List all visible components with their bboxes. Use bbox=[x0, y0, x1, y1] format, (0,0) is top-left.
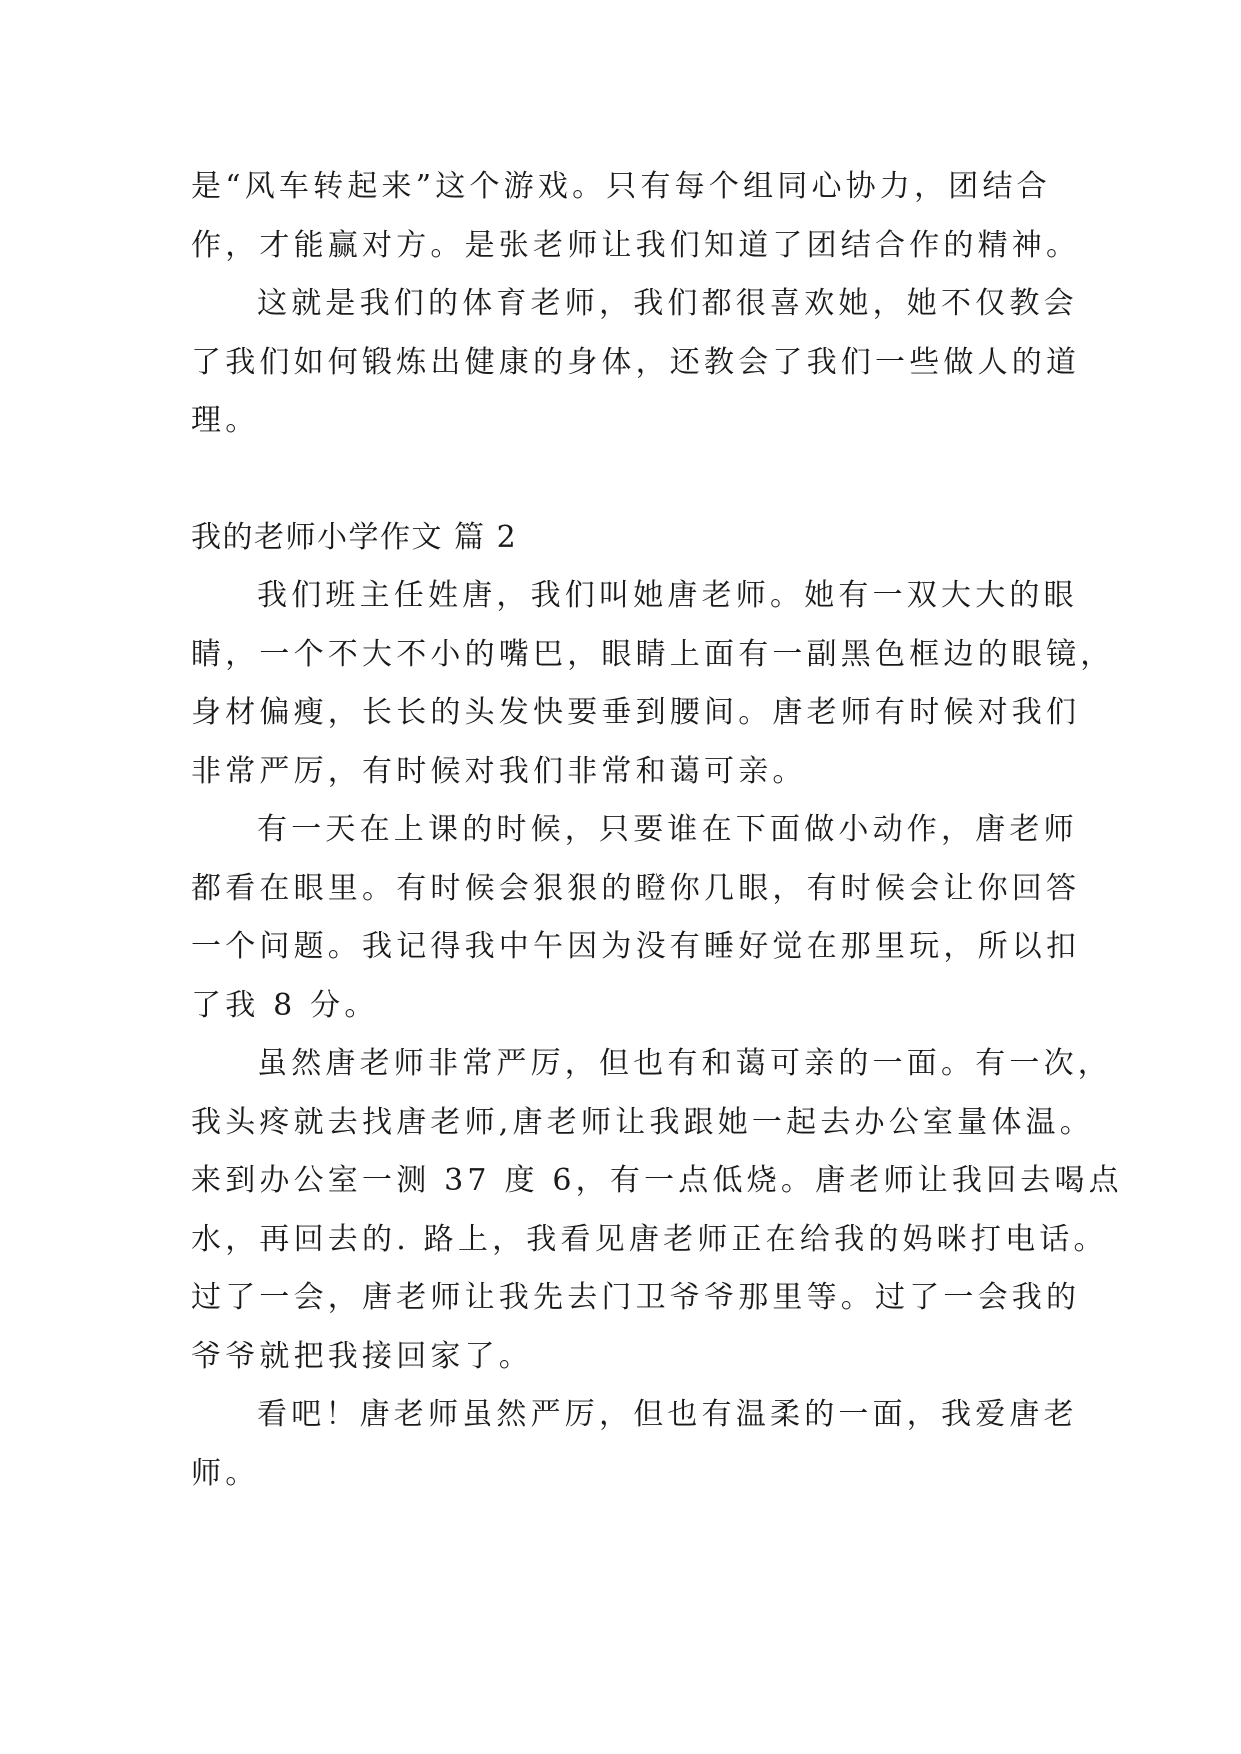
paragraph-3 bbox=[191, 567, 1115, 801]
text-line: 睛，一个不大不小的嘴巴，眼睛上面有一副黑色框边的眼镜， bbox=[191, 636, 1115, 672]
text-line: 作，才能赢对方。是张老师让我们知道了团结合作的精神。 bbox=[191, 227, 1081, 263]
text-line: 身材偏瘦，长长的头发快要垂到腰间。唐老师有时候对我们 bbox=[191, 695, 1081, 730]
text-line: 来到办公室一测 37 度 6，有一点低烧。唐老师让我回去喝点 bbox=[191, 1163, 1123, 1198]
section-title: 我的老师小学作文 篇 2 bbox=[191, 519, 518, 555]
text-line: 一个问题。我记得我中午因为没有睡好觉在那里玩，所以扣 bbox=[191, 929, 1081, 964]
text-line: 过了一会，唐老师让我先去门卫爷爷那里等。过了一会我的 bbox=[191, 1280, 1081, 1315]
text-line: 了我们如何锻炼出健康的身体，还教会了我们一些做人的道 bbox=[191, 344, 1081, 380]
paragraph-1 bbox=[191, 158, 1081, 275]
text-line: 是“风车转起来”这个游戏。只有每个组同心协力，团结合 bbox=[191, 169, 1051, 204]
text-line: 这就是我们的体育老师，我们都很喜欢她，她不仅教会 bbox=[257, 286, 1078, 321]
text-line: 爷爷就把我接回家了。 bbox=[191, 1338, 533, 1374]
document-page bbox=[191, 158, 1123, 1503]
text-line: 我们班主任姓唐，我们叫她唐老师。她有一双大大的眼 bbox=[257, 578, 1078, 613]
paragraph-2 bbox=[191, 275, 1081, 451]
paragraph-6 bbox=[191, 1386, 1078, 1503]
text-line: 有一天在上课的时候，只要谁在下面做小动作，唐老师 bbox=[257, 812, 1078, 847]
text-line: 看吧！唐老师虽然严厉，但也有温柔的一面，我爱唐老 bbox=[257, 1397, 1078, 1432]
text-line: 我头疼就去找唐老师,唐老师让我跟她一起去办公室量体温。 bbox=[191, 1104, 1094, 1140]
text-line: 都看在眼里。有时候会狠狠的瞪你几眼，有时候会让你回答 bbox=[191, 870, 1081, 906]
text-line: 了我 8 分。 bbox=[191, 987, 379, 1023]
text-line: 水，再回去的. 路上，我看见唐老师正在给我的妈咪打电话。 bbox=[191, 1221, 1108, 1257]
text-line: 师。 bbox=[191, 1455, 260, 1491]
paragraph-5 bbox=[191, 1035, 1123, 1386]
text-line: 理。 bbox=[191, 403, 260, 438]
section-spacer bbox=[191, 451, 1051, 509]
paragraph-4 bbox=[191, 801, 1081, 1035]
text-line: 虽然唐老师非常严厉，但也有和蔼可亲的一面。有一次， bbox=[257, 1046, 1112, 1081]
text-line: 非常严厉，有时候对我们非常和蔼可亲。 bbox=[191, 753, 807, 789]
